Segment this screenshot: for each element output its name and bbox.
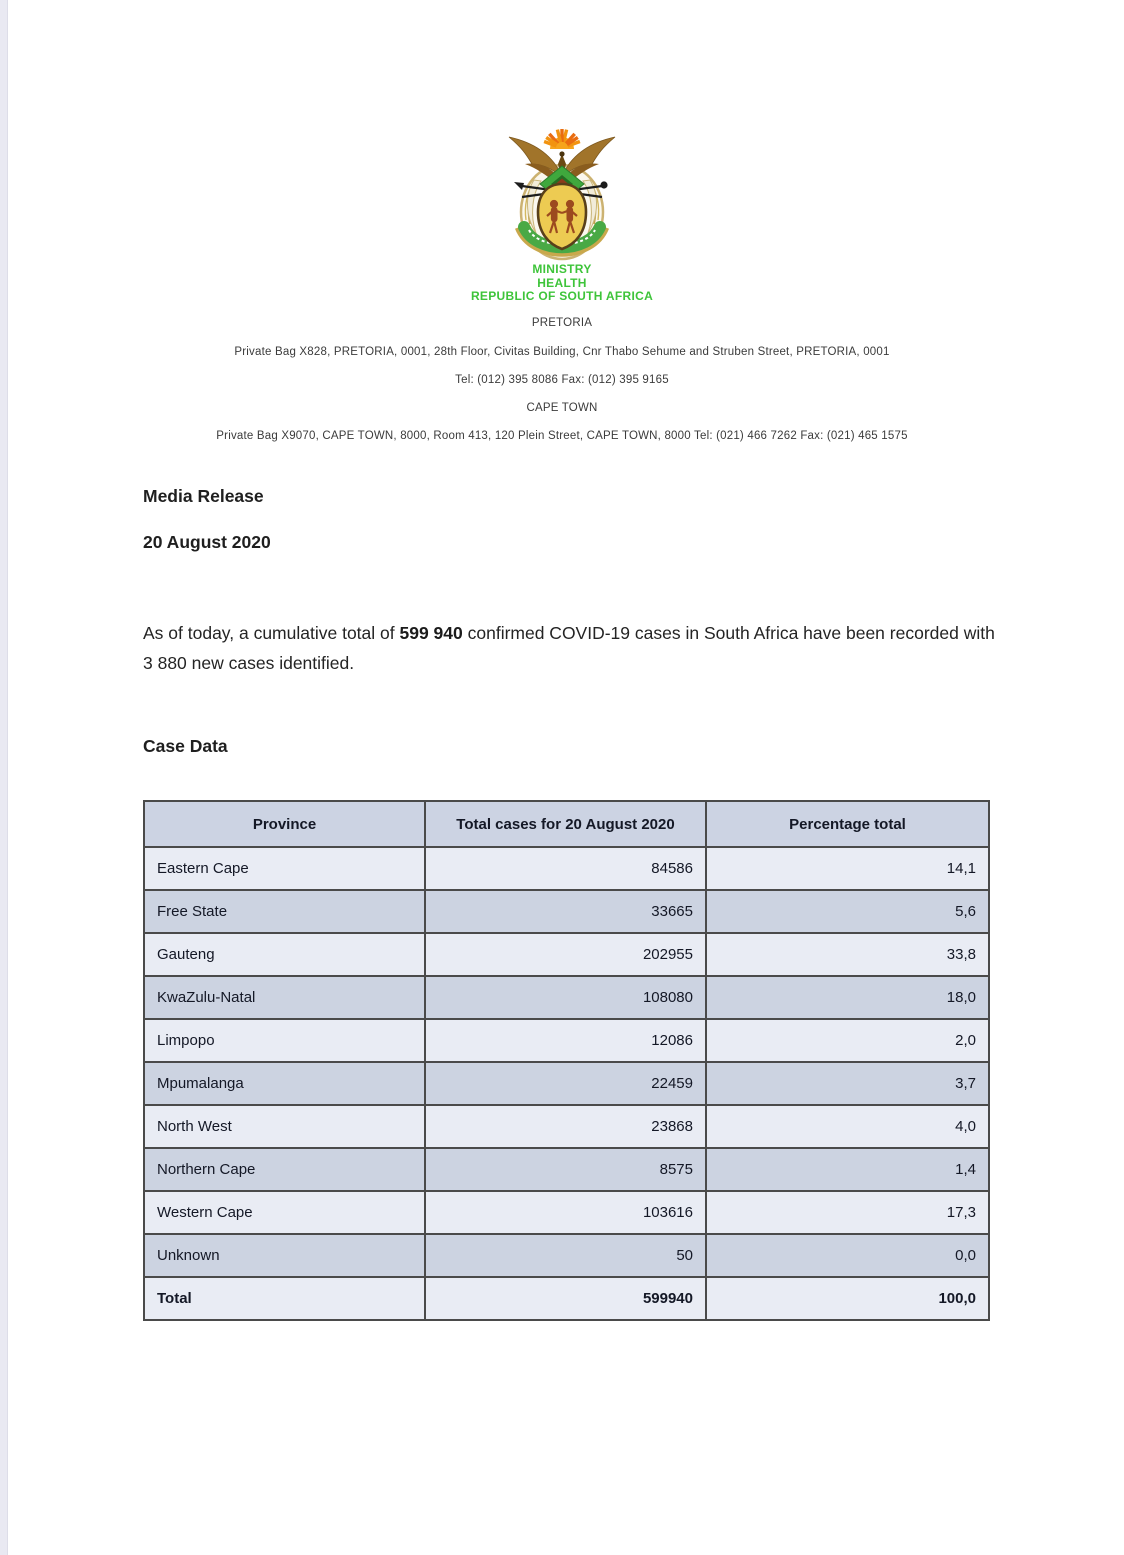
case-data-table	[143, 800, 990, 1321]
cape-town-address: Private Bag X9070, CAPE TOWN, 8000, Room 413, 120 Plein Street, CAPE TOWN, 8000 Tel: (021) 466 7262 Fax: (021) 465 1575	[216, 430, 908, 442]
province-cell: Free State	[144, 890, 425, 933]
ministry-line-2: HEALTH	[537, 275, 587, 290]
pct-cell: 2,0	[706, 1019, 989, 1062]
ministry-line-3: REPUBLIC OF SOUTH AFRICA	[470, 289, 654, 303]
province-cell: Eastern Cape	[144, 847, 425, 890]
cape-town-label: CAPE TOWN	[526, 402, 598, 414]
pretoria-label: PRETORIA	[531, 317, 593, 329]
table-row	[144, 1148, 989, 1191]
cases-cell: 22459	[425, 1062, 706, 1105]
pct-cell: 1,4	[706, 1148, 989, 1191]
total-label-cell: Total	[144, 1277, 425, 1320]
table-row	[144, 1062, 989, 1105]
table-row	[144, 1019, 989, 1062]
table-row	[144, 890, 989, 933]
cases-cell: 108080	[425, 976, 706, 1019]
province-cell: Western Cape	[144, 1191, 425, 1234]
province-cell: KwaZulu-Natal	[144, 976, 425, 1019]
summary-paragraph	[143, 619, 999, 678]
media-release-title: Media Release	[143, 486, 264, 506]
province-cell: Mpumalanga	[144, 1062, 425, 1105]
left-scrollbar-track[interactable]	[0, 0, 8, 1555]
table-row	[144, 1234, 989, 1277]
pct-cell: 3,7	[706, 1062, 989, 1105]
province-cell: North West	[144, 1105, 425, 1148]
release-date: 20 August 2020	[143, 532, 271, 552]
pretoria-tel-fax: Tel: (012) 395 8086 Fax: (012) 395 9165	[455, 374, 669, 386]
pretoria-address: Private Bag X828, PRETORIA, 0001, 28th Floor, Civitas Building, Cnr Thabo Sehume and Struben Street, PRETORIA, 0001	[234, 346, 890, 358]
cases-cell: 84586	[425, 847, 706, 890]
table-header-row	[144, 801, 989, 847]
summary-text-after: confirmed COVID-19 cases in South Africa have been recorded with 3 880 new cases identified.	[143, 623, 995, 673]
table-row	[144, 1105, 989, 1148]
pct-cell: 33,8	[706, 933, 989, 976]
coat-of-arms	[496, 120, 628, 264]
province-cell: Northern Cape	[144, 1148, 425, 1191]
pct-cell: 4,0	[706, 1105, 989, 1148]
pct-cell: 18,0	[706, 976, 989, 1019]
south-africa-coat-of-arms-icon	[496, 120, 628, 264]
total-pct-cell: 100,0	[706, 1277, 989, 1320]
column-header-province: Province	[144, 801, 425, 847]
cases-cell: 33665	[425, 890, 706, 933]
table-row	[144, 933, 989, 976]
table-row	[144, 1191, 989, 1234]
total-cases-bold: 599 940	[399, 623, 463, 643]
cases-cell: 23868	[425, 1105, 706, 1148]
case-data-heading: Case Data	[143, 736, 228, 756]
cases-cell: 8575	[425, 1148, 706, 1191]
pct-cell: 0,0	[706, 1234, 989, 1277]
cases-cell: 12086	[425, 1019, 706, 1062]
pct-cell: 17,3	[706, 1191, 989, 1234]
province-cell: Limpopo	[144, 1019, 425, 1062]
cases-cell: 50	[425, 1234, 706, 1277]
table-row	[144, 976, 989, 1019]
province-cell: Unknown	[144, 1234, 425, 1277]
column-header-total-cases: Total cases for 20 August 2020	[425, 801, 706, 847]
pct-cell: 5,6	[706, 890, 989, 933]
pct-cell: 14,1	[706, 847, 989, 890]
cases-cell: 103616	[425, 1191, 706, 1234]
province-cell: Gauteng	[144, 933, 425, 976]
cases-cell: 202955	[425, 933, 706, 976]
column-header-percentage: Percentage total	[706, 801, 989, 847]
table-total-row	[144, 1277, 989, 1320]
ministry-line-1: MINISTRY	[532, 262, 592, 276]
summary-text-before: As of today, a cumulative total of	[143, 623, 400, 643]
table-row	[144, 847, 989, 890]
total-cases-cell: 599940	[425, 1277, 706, 1320]
